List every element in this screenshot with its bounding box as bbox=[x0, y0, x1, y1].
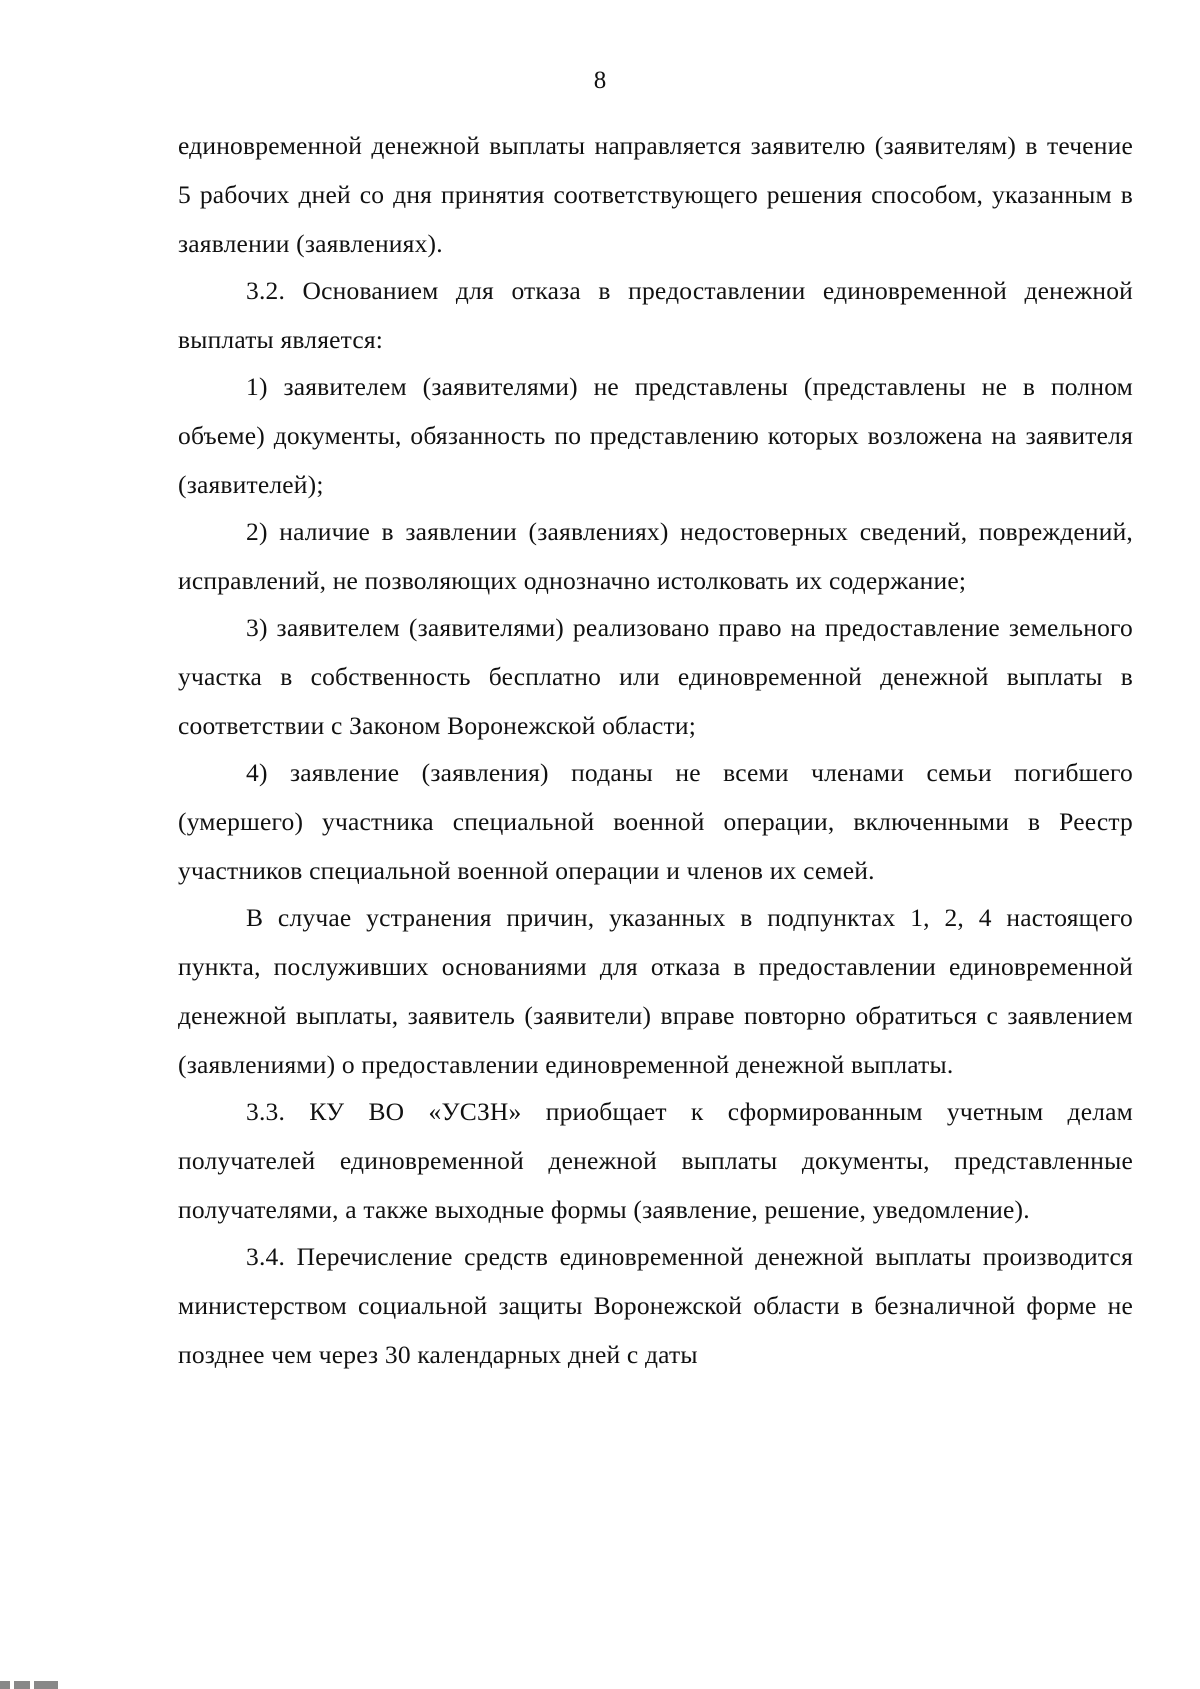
paragraph-item-3: 3) заявителем (заявителями) реализовано право на предоставление земельного участка в собственность бесплатно или единовременной денежной выплаты в соответствии с Законом Воронежской области; bbox=[178, 613, 1133, 740]
paragraph-3-2: 3.2. Основанием для отказа в предоставлении единовременной денежной выплаты является: bbox=[178, 276, 1133, 354]
document-body bbox=[178, 121, 1133, 1379]
paragraph-3-4: 3.4. Перечисление средств единовременной денежной выплаты производится министерством социальной защиты Воронежской области в безналичной форме не позднее чем через 30 календарных дней с даты bbox=[178, 1242, 1133, 1369]
page-number: 8 bbox=[593, 67, 607, 94]
paragraph-item-2: 2) наличие в заявлении (заявлениях) недостоверных сведений, повреждений, исправлений, не позволяющих однозначно истолковать их содержание; bbox=[178, 517, 1133, 595]
paragraph-resubmission: В случае устранения причин, указанных в подпунктах 1, 2, 4 настоящего пункта, послуживших основаниями для отказа в предоставлении единовременной денежной выплаты, заявитель (заявители) вправе повторно обратиться с заявлением (заявлениями) о предоставлении единовременной денежной выплаты. bbox=[178, 903, 1133, 1079]
paragraph-3-3: 3.3. КУ ВО «УСЗН» приобщает к сформированным учетным делам получателей единовременной денежной выплаты документы, представленные получателями, а также выходные формы (заявление, решение, уведомление). bbox=[178, 1097, 1133, 1224]
paragraph-item-1: 1) заявителем (заявителями) не представлены (представлены не в полном объеме) документы, обязанность по представлению которых возложена на заявителя (заявителей); bbox=[178, 372, 1133, 499]
paragraph-item-4: 4) заявление (заявления) поданы не всеми членами семьи погибшего (умершего) участника специальной военной операции, включенными в Реестр участников специальной военной операции и членов их семей. bbox=[178, 758, 1133, 885]
paragraph-continuation: единовременной денежной выплаты направляется заявителю (заявителям) в течение 5 рабочих дней со дня принятия соответствующего решения способом, указанным в заявлении (заявлениях). bbox=[178, 131, 1133, 258]
scan-artifact-mark bbox=[0, 1681, 58, 1689]
